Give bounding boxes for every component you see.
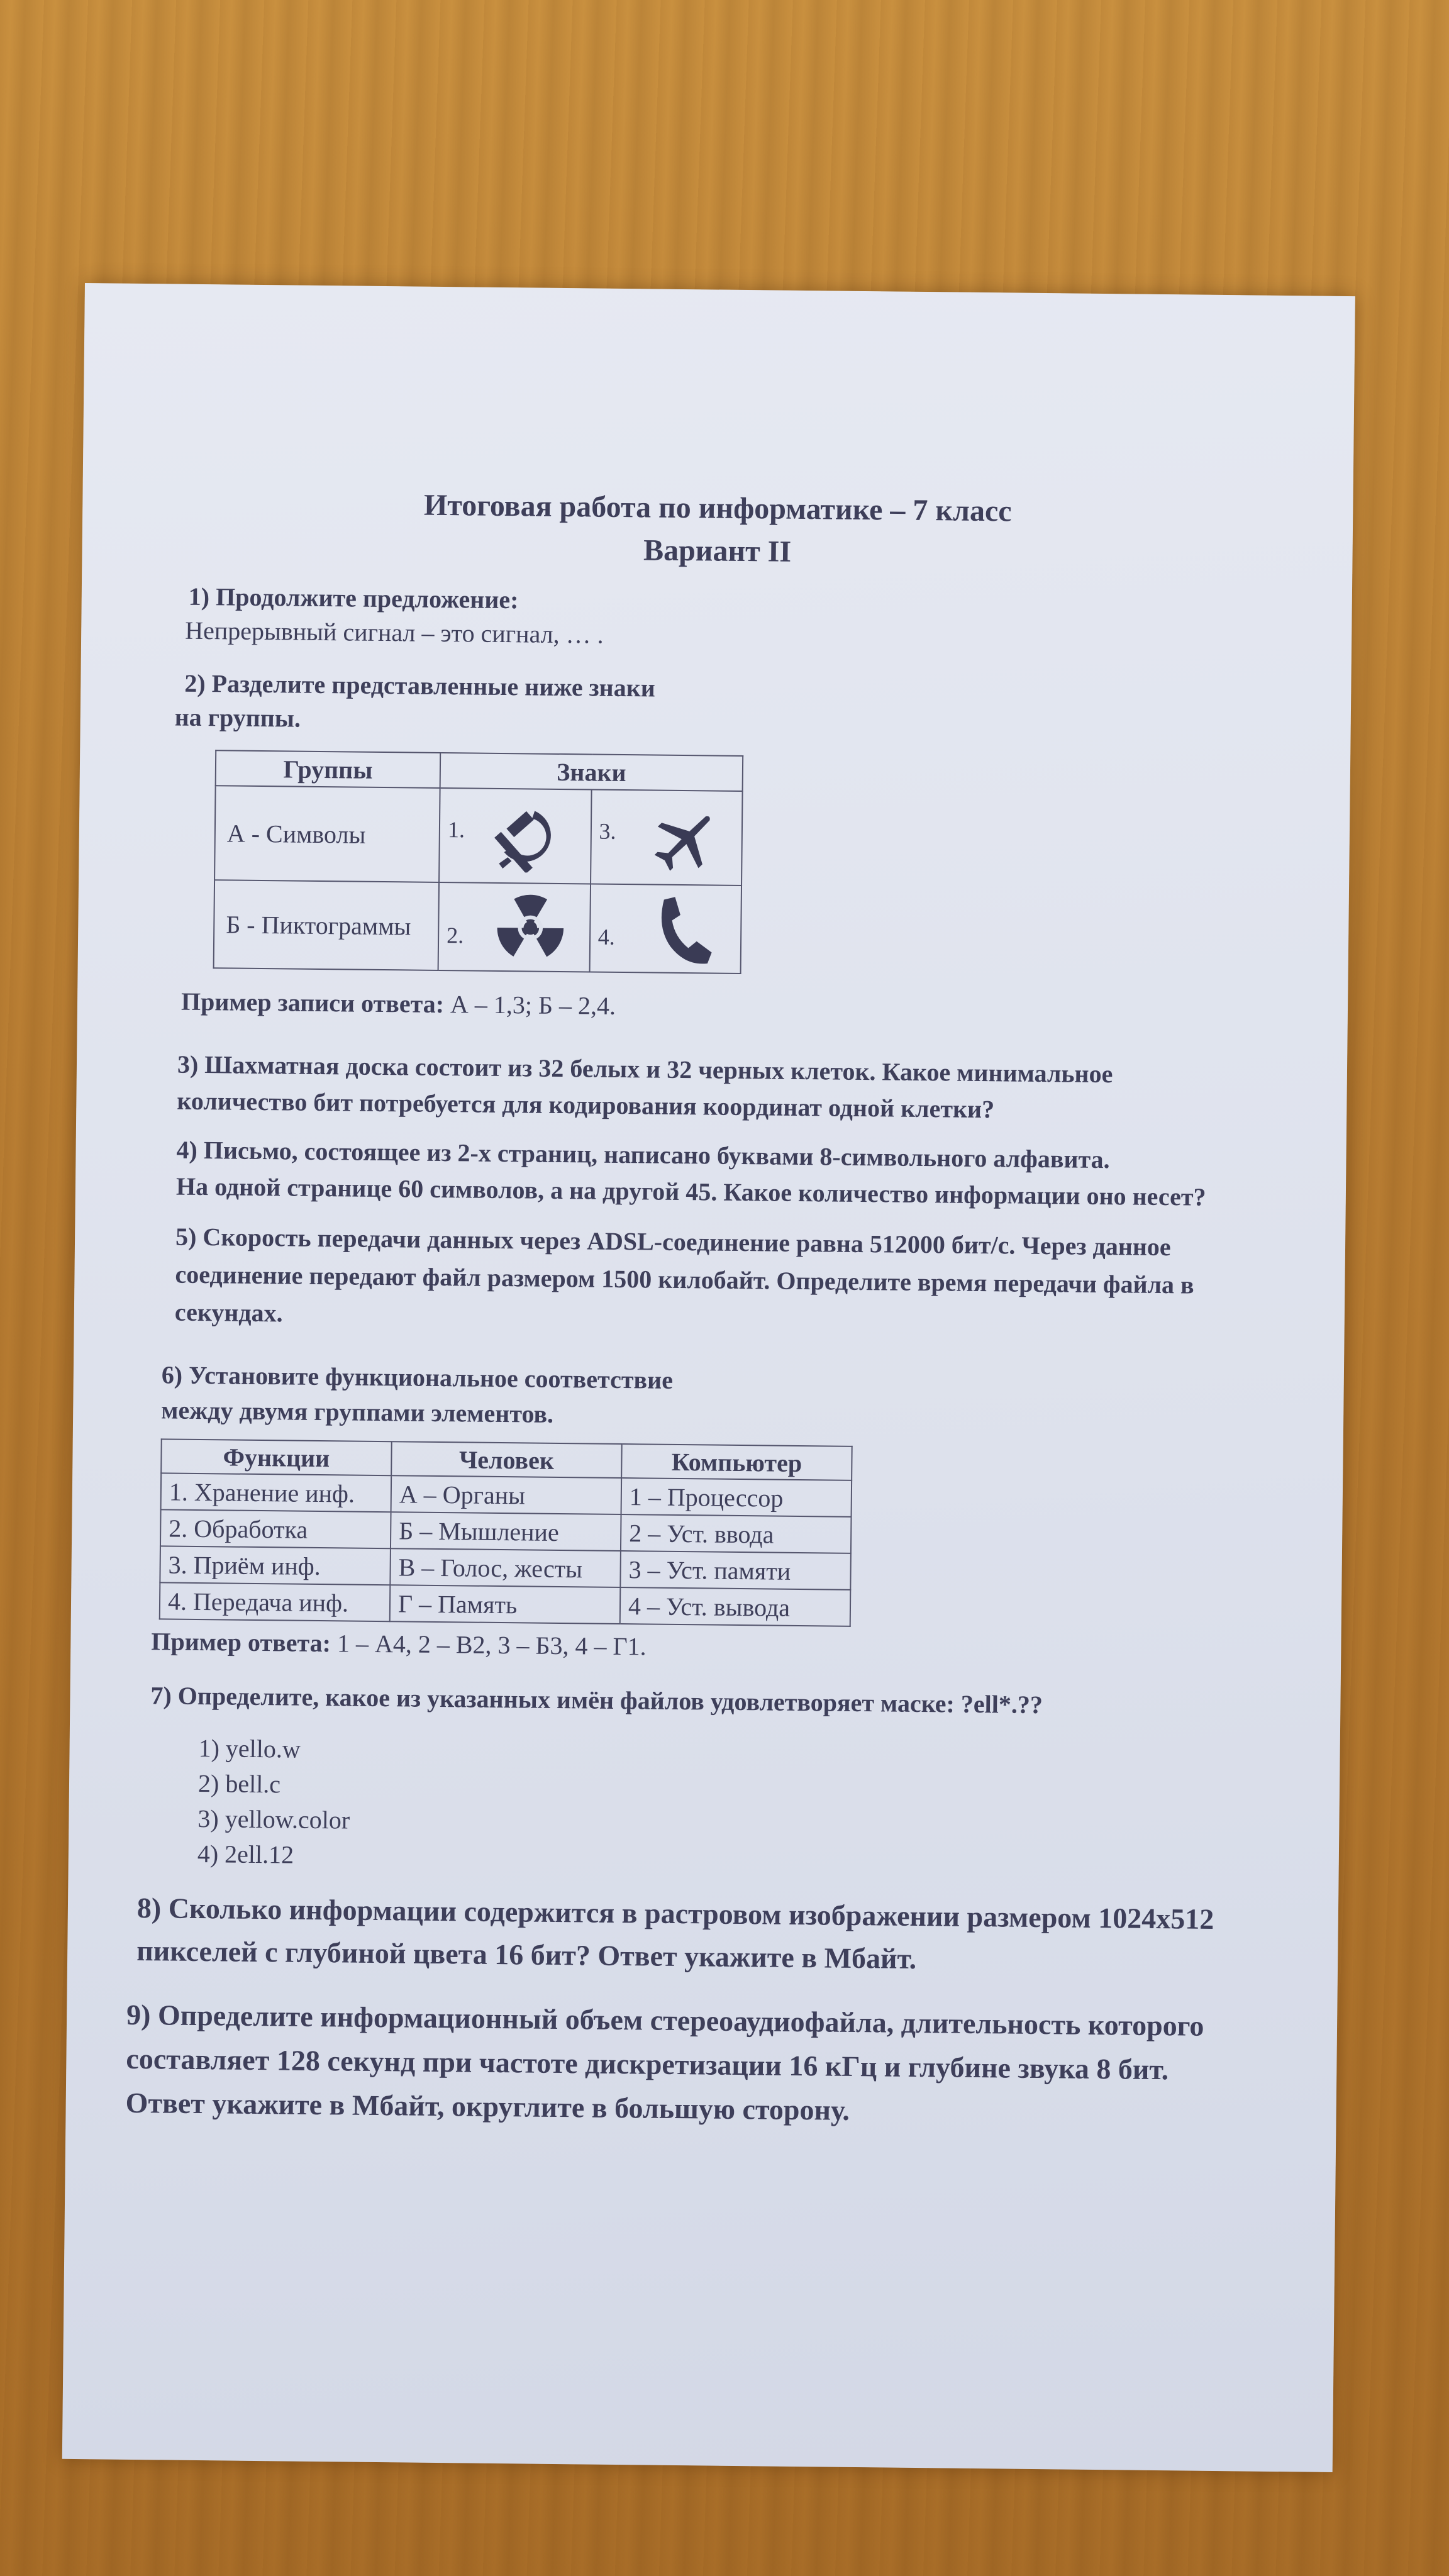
corr-cell: 4. Передача инф. [160, 1582, 391, 1621]
variant-label: Вариант II [643, 533, 792, 569]
q9-line1: 9) Определите информационный объем стереоаудиофайла, длительность которого [126, 1998, 1204, 2042]
q9-line2: составляет 128 секунд при частоте дискретизации 16 кГц и глубине звука 8 бит. [126, 2042, 1169, 2086]
list-item: 1) yello.w [198, 1734, 301, 1763]
signs-table [213, 750, 744, 974]
radiation-icon [492, 890, 569, 966]
q3-line1: 3) Шахматная доска состоит из 32 белых и 32 черных клеток. Какое минимальное [177, 1050, 1113, 1089]
q1-prompt: 1) Продолжите предложение: [188, 582, 519, 614]
q8-line2: пикселей с глубиной цвета 16 бит? Ответ укажите в Мбайт. [136, 1935, 917, 1975]
sign-number-4: 4. [597, 924, 615, 950]
signs-table-header-signs: Знаки [440, 753, 743, 791]
table-row [160, 1582, 851, 1626]
q7-prompt: 7) Определите, какое из указанных имён файлов удовлетворяет маске: ?ell*.?? [150, 1681, 1043, 1719]
corr-cell: 2 – Уст. ввода [621, 1514, 852, 1553]
q6-example-label: Пример ответа: [151, 1627, 331, 1658]
corr-header-computer: Компьютер [621, 1444, 852, 1480]
sign-cell-2 [438, 882, 591, 972]
corr-cell: А – Органы [391, 1475, 622, 1514]
corr-cell: 2. Обработка [160, 1509, 391, 1548]
q4-line1: 4) Письмо, состоящее из 2-х страниц, написано буквами 8-символьного алфавита. [176, 1135, 1110, 1174]
corr-header-functions: Функции [161, 1439, 392, 1475]
group-a-cell: А - Символы [214, 786, 440, 882]
group-b-cell: Б - Пиктограммы [214, 880, 440, 970]
exam-sheet [62, 283, 1355, 2472]
q2-example-value: А – 1,3; Б – 2,4. [450, 990, 616, 1020]
correspondence-table [159, 1438, 853, 1627]
q6-prompt-line2: между двумя группами элементов. [161, 1396, 554, 1428]
q6-example [151, 1623, 647, 1665]
sign-number-3: 3. [599, 818, 616, 844]
q9-line3: Ответ укажите в Мбайт, округлите в большую сторону. [125, 2086, 850, 2126]
q3-line2: количество бит потребуется для кодирования координат одной клетки? [177, 1086, 995, 1124]
q4-line2: На одной странице 60 символов, а на другой 45. Какое количество информации оно несет? [175, 1172, 1206, 1211]
list-item: 2) bell.c [197, 1769, 281, 1799]
sign-cell-4 [589, 884, 741, 974]
q6-example-value: 1 – А4, 2 – В2, 3 – Б3, 4 – Г1. [336, 1629, 647, 1661]
telephone-icon [653, 894, 716, 967]
q2-example-label: Пример записи ответа: [180, 987, 445, 1019]
corr-cell: Б – Мышление [391, 1512, 621, 1551]
corr-cell: 3. Приём инф. [160, 1546, 391, 1585]
corr-cell: Г – Память [390, 1585, 621, 1624]
q2-prompt-line2: на группы. [174, 702, 301, 733]
q2-example [181, 984, 616, 1024]
corr-cell: 3 – Уст. памяти [620, 1551, 851, 1590]
q2-prompt-line1: 2) Разделите представленные ниже знаки [184, 669, 656, 702]
sign-number-2: 2. [447, 923, 464, 948]
airplane-icon [651, 804, 721, 874]
sign-number-1: 1. [447, 817, 465, 843]
sign-cell-1 [439, 788, 591, 884]
q6-prompt-line1: 6) Установите функциональное соответствие [161, 1360, 674, 1394]
signs-table-header-groups: Группы [216, 750, 441, 788]
corr-cell: В – Голос, жесты [390, 1548, 621, 1587]
q5-line1: 5) Скорость передачи данных через ADSL-соединение равна 512000 бит/с. Через данное [175, 1222, 1171, 1262]
corr-cell: 1 – Процессор [621, 1478, 852, 1517]
hammer-sickle-icon [490, 803, 566, 873]
q5-line2: соединение передают файл размером 1500 килобайт. Определите время передачи файла в [175, 1260, 1194, 1299]
q5-line3: секундах. [174, 1297, 283, 1328]
list-item: 4) 2ell.12 [197, 1840, 294, 1869]
page-title: Итоговая работа по информатике – 7 класс [423, 488, 1012, 528]
sign-cell-3 [591, 789, 743, 886]
corr-cell: 4 – Уст. вывода [620, 1587, 851, 1626]
list-item: 3) yellow.color [197, 1804, 350, 1835]
corr-cell: 1. Хранение инф. [161, 1473, 392, 1512]
q7-option-list [197, 1731, 351, 1874]
q1-text: Непрерывный сигнал – это сигнал, … . [184, 616, 604, 649]
q8-line1: 8) Сколько информации содержится в растровом изображении размером 1024x512 [136, 1892, 1214, 1935]
corr-header-human: Человек [391, 1441, 622, 1478]
